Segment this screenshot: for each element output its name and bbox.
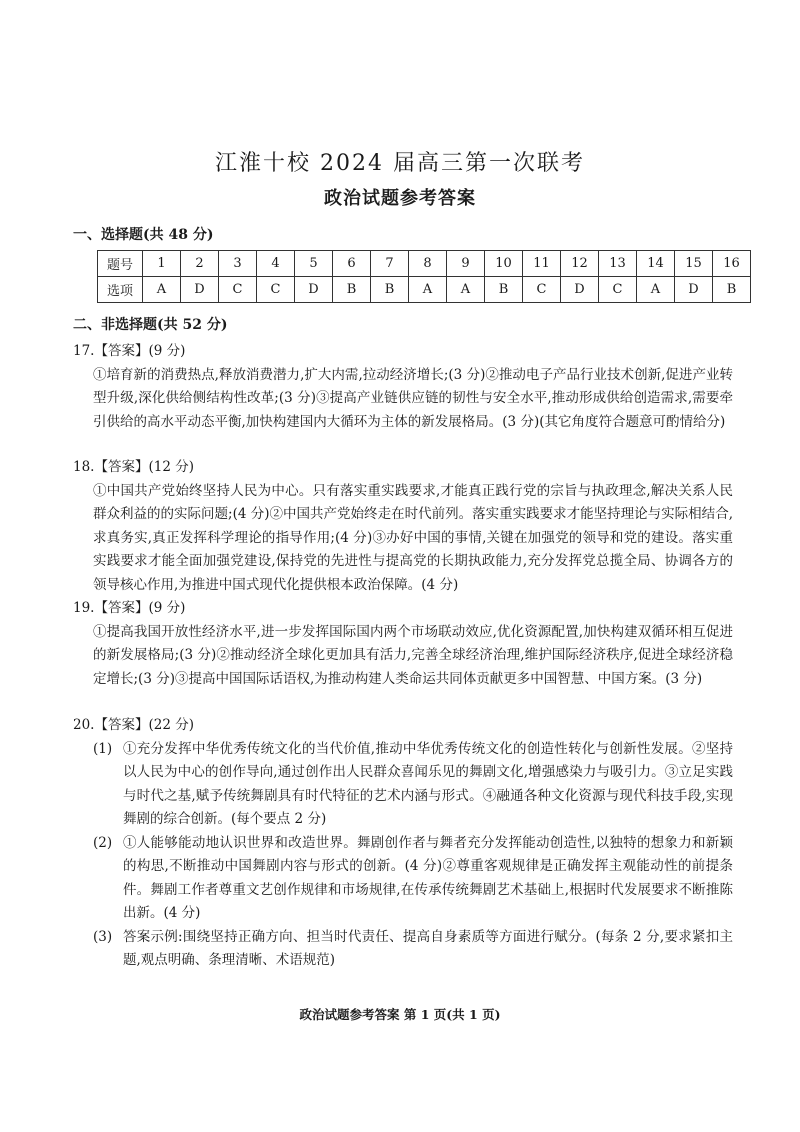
question-number: 7 xyxy=(371,251,409,277)
row-label: 选项 xyxy=(98,277,143,303)
question-19-heading: 19.【答案】(9 分) xyxy=(73,600,186,616)
part-answer: ①充分发挥中华优秀传统文化的当代价值,推动中华优秀传统文化的创造性转化与创新性发展。②坚持以人民为中心的创作导向,通过创作出人民群众喜闻乐见的舞剧文化,增强感染力与吸引力。③立足实践与时代之基,赋予传统舞剧具有时代特征的艺术内涵与形式。④融通各种文化资源与现代科技手段,实现舞剧的综合创新。(每个要点 2 分) xyxy=(123,740,733,827)
question-number-row xyxy=(98,251,751,277)
section-heading-nonchoice: 二、非选择题(共 52 分) xyxy=(73,317,228,333)
part-label: (2) xyxy=(93,834,113,851)
answer-choice: D xyxy=(295,277,333,303)
question-number: 16 xyxy=(713,251,751,277)
page-subtitle: 政治试题参考答案 xyxy=(324,188,476,209)
question-number: 3 xyxy=(219,251,257,277)
answer-choice: B xyxy=(371,277,409,303)
question-number: 5 xyxy=(295,251,333,277)
answer-choice: B xyxy=(713,277,751,303)
question-18-heading: 18.【答案】(12 分) xyxy=(73,459,194,475)
question-number: 13 xyxy=(599,251,637,277)
question-number: 10 xyxy=(485,251,523,277)
question-20-heading: 20.【答案】(22 分) xyxy=(73,717,194,733)
answer-choice: B xyxy=(333,277,371,303)
answer-choice-row xyxy=(98,277,751,303)
part-answer: 答案示例:围绕坚持正确方向、担当时代责任、提高自身素质等方面进行赋分。(每条 2 分,要求紧扣主题,观点明确、条理清晰、术语规范) xyxy=(123,928,733,968)
answer-choice: C xyxy=(523,277,561,303)
question-number: 8 xyxy=(409,251,447,277)
section-heading-choice: 一、选择题(共 48 分) xyxy=(73,227,214,243)
question-18 xyxy=(73,456,733,597)
part-label: (1) xyxy=(93,740,113,757)
page-footer: 政治试题参考答案 第 1 页(共 1 页) xyxy=(299,1007,501,1022)
answer-choice: A xyxy=(143,277,181,303)
question-number: 9 xyxy=(447,251,485,277)
page-title: 江淮十校 2024 届高三第一次联考 xyxy=(215,151,585,176)
question-17-heading: 17.【答案】(9 分) xyxy=(73,343,186,359)
answer-choice: A xyxy=(637,277,675,303)
question-number: 4 xyxy=(257,251,295,277)
question-17-answer: ①培育新的消费热点,释放消费潜力,扩大内需,拉动经济增长;(3 分)②推动电子产品行业技术创新,促进产业转型升级,深化供给侧结构性改革;(3 分)③提高产业链供应链的韧性与安全水平,推动形成供给创造需求,需要牵引供给的高水平动态平衡,加快构建国内大循环为主体的新发展格局。(3 分)(其它角度符合题意可酌情给分) xyxy=(93,366,733,430)
answer-choice: D xyxy=(181,277,219,303)
part-answer: ①人能够能动地认识世界和改造世界。舞剧创作者与舞者充分发挥能动创造性,以独特的想象力和新颖的构思,不断推动中国舞剧内容与形式的创新。(4 分)②尊重客观规律是正确发挥主观能动性的前提条件。舞剧工作者尊重文艺创作规律和市场规律,在传承传统舞剧艺术基础上,根据时代发展要求不断推陈出新。(4 分) xyxy=(123,834,733,921)
question-20-part-1 xyxy=(93,738,733,832)
answer-choice: A xyxy=(447,277,485,303)
question-number: 1 xyxy=(143,251,181,277)
answer-table xyxy=(97,250,751,303)
question-number: 2 xyxy=(181,251,219,277)
answer-choice: D xyxy=(561,277,599,303)
question-18-answer: ①中国共产党始终坚持人民为中心。只有落实重实践要求,才能真正践行党的宗旨与执政理念,解决关系人民群众利益的的实际问题;(4 分)②中国共产党始终走在时代前列。落实重实践要求才能坚持理论与实际相结合,求真务实,真正发挥科学理论的指导作用;(4 分)③办好中国的事情,关键在加强党的领导和党的建设。落实重实践要求才能全面加强党建设,保持党的先进性与提高党的长期执政能力,充分发挥党总揽全局、协调各方的领导核心作用,为推进中国式现代化提供根本政治保障。(4 分) xyxy=(93,482,733,593)
row-label: 题号 xyxy=(98,251,143,277)
answer-choice: C xyxy=(257,277,295,303)
question-20-parts xyxy=(73,738,733,973)
answer-choice: C xyxy=(219,277,257,303)
question-20-part-3 xyxy=(93,926,733,973)
answer-choice: B xyxy=(485,277,523,303)
part-label: (3) xyxy=(93,928,113,945)
answer-choice: C xyxy=(599,277,637,303)
answer-choice: D xyxy=(675,277,713,303)
question-number: 15 xyxy=(675,251,713,277)
question-number: 14 xyxy=(637,251,675,277)
question-19-answer: ①提高我国开放性经济水平,进一步发挥国际国内两个市场联动效应,优化资源配置,加快构建双循环相互促进的新发展格局;(3 分)②推动经济全球化更加具有活力,完善全球经济治理,维护国际经济秩序,促进全球经济稳定增长;(3 分)③提高中国国际话语权,为推动构建人类命运共同体贡献更多中国智慧、中国方案。(3 分) xyxy=(93,623,733,687)
question-number: 12 xyxy=(561,251,599,277)
question-20 xyxy=(73,714,733,973)
question-number: 6 xyxy=(333,251,371,277)
answer-choice: A xyxy=(409,277,447,303)
question-number: 11 xyxy=(523,251,561,277)
question-20-part-2 xyxy=(93,832,733,926)
question-19 xyxy=(73,597,733,691)
question-17 xyxy=(73,340,733,434)
